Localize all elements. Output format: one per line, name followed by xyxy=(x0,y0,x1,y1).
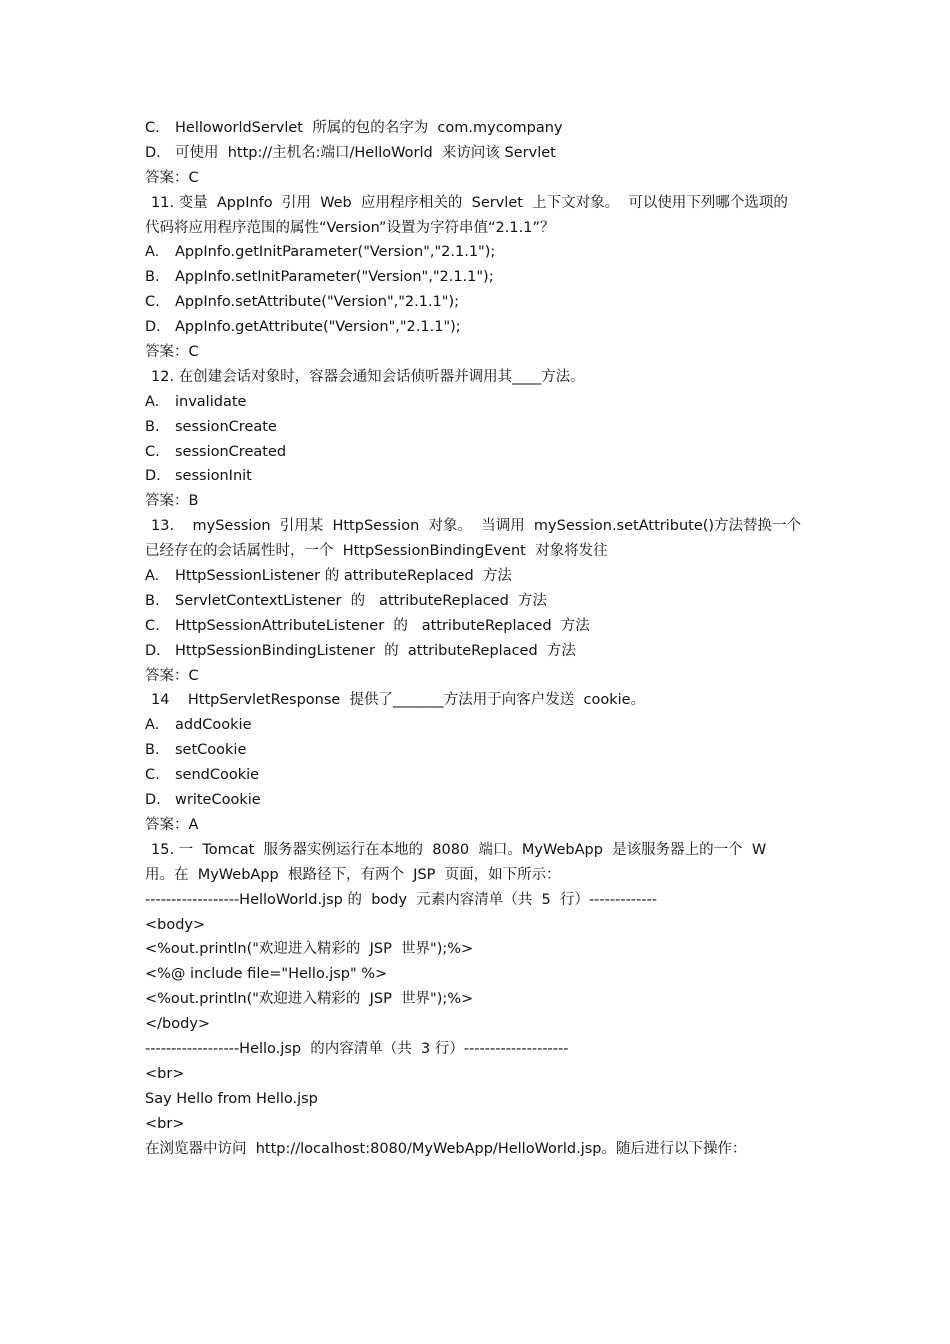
option-line xyxy=(145,738,810,763)
question-text: 12. 在创建会话对象时，容器会通知会话侦听器并调用其____方法。 xyxy=(151,368,585,385)
option-line xyxy=(145,713,810,738)
question-text: 14 HttpServletResponse 提供了_______方法用于向客户发送 cookie。 xyxy=(151,692,646,709)
option-line xyxy=(145,265,810,290)
option-letter: B. xyxy=(145,742,160,759)
option-line xyxy=(145,315,810,340)
text-line: 答案：C xyxy=(145,667,199,684)
text-line: 代码将应用程序范围的属性“Version”设置为字符串值“2.1.1”？ xyxy=(145,219,555,236)
option-line xyxy=(145,589,810,614)
question-line xyxy=(145,838,810,863)
text-line: Say Hello from Hello.jsp xyxy=(145,1090,318,1107)
option-text: HelloworldServlet 所属的包的名字为 com.mycompany xyxy=(175,120,563,136)
option-text: AppInfo.setInitParameter("Version","2.1.1"); xyxy=(175,269,494,286)
option-line xyxy=(145,141,810,166)
option-letter: B. xyxy=(145,592,160,609)
text-line: 答案：B xyxy=(145,493,199,510)
option-letter: C. xyxy=(145,443,160,460)
option-line xyxy=(145,390,810,415)
text-line: <body> xyxy=(145,916,206,933)
option-line xyxy=(145,290,810,315)
option-text: sessionCreated xyxy=(175,443,287,460)
option-text: sessionCreate xyxy=(175,418,277,435)
option-letter: D. xyxy=(145,792,161,809)
option-line xyxy=(145,564,810,589)
option-letter: A. xyxy=(145,244,160,261)
text-line: ------------------Hello.jsp 的内容清单（共 3 行）-------------------- xyxy=(145,1040,569,1057)
text-line: 用。在 MyWebApp 根路径下，有两个 JSP 页面，如下所示： xyxy=(145,866,561,883)
option-line xyxy=(145,440,810,465)
option-line xyxy=(145,788,810,813)
text-line: 答案：C xyxy=(145,344,199,361)
option-text: setCookie xyxy=(175,742,247,759)
text-line: <br> xyxy=(145,1115,185,1132)
text-line: 已经存在的会话属性时，一个 HttpSessionBindingEvent 对象将发往 xyxy=(145,543,608,560)
option-letter: D. xyxy=(145,642,161,659)
option-letter: D. xyxy=(145,319,161,336)
option-text: AppInfo.getAttribute("Version","2.1.1"); xyxy=(175,319,461,336)
option-letter: C. xyxy=(145,617,160,634)
text-line: 答案：A xyxy=(145,816,199,833)
text-line: <br> xyxy=(145,1065,185,1082)
option-letter: D. xyxy=(145,144,161,161)
text-line: 在浏览器中访问 http://localhost:8080/MyWebApp/HelloWorld.jsp。随后进行以下操作： xyxy=(145,1140,747,1157)
option-text: HttpSessionListener 的 attributeReplaced 方法 xyxy=(175,568,512,585)
option-text: sessionInit xyxy=(175,468,252,485)
option-text: invalidate xyxy=(175,393,247,410)
option-line xyxy=(145,116,810,141)
option-text: writeCookie xyxy=(175,792,261,809)
option-line xyxy=(145,639,810,664)
option-text: addCookie xyxy=(175,717,252,734)
option-letter: A. xyxy=(145,393,160,410)
option-line xyxy=(145,614,810,639)
text-line: <%@ include file="Hello.jsp" %> xyxy=(145,966,388,983)
option-line xyxy=(145,464,810,489)
option-letter: D. xyxy=(145,468,161,485)
option-line xyxy=(145,763,810,788)
question-text: 15. 一 Tomcat 服务器实例运行在本地的 8080 端口。MyWebApp 是该服务器上的一个 W xyxy=(151,841,767,858)
option-text: HttpSessionAttributeListener 的 attributeReplaced 方法 xyxy=(175,617,590,634)
text-line: ------------------HelloWorld.jsp 的 body 元素内容清单（共 5 行）------------- xyxy=(145,891,657,908)
option-text: ServletContextListener 的 attributeReplaced 方法 xyxy=(175,592,548,609)
option-letter: C. xyxy=(145,120,160,136)
option-letter: B. xyxy=(145,418,160,435)
question-line xyxy=(145,191,810,216)
text-line: 答案：C xyxy=(145,169,199,186)
option-letter: B. xyxy=(145,269,160,286)
option-text: HttpSessionBindingListener 的 attributeReplaced 方法 xyxy=(175,642,576,659)
option-line xyxy=(145,415,810,440)
question-text: 13. mySession 引用某 HttpSession 对象。 当调用 mySession.setAttribute()方法替换一个 xyxy=(151,518,802,535)
document-body xyxy=(145,116,810,1161)
question-line xyxy=(145,688,810,713)
option-text: AppInfo.setAttribute("Version","2.1.1"); xyxy=(175,294,460,311)
option-text: 可使用 http://主机名:端口/HelloWorld 来访问该 Servlet xyxy=(175,144,556,161)
text-line: <%out.println("欢迎进入精彩的 JSP 世界");%> xyxy=(145,941,474,958)
question-line xyxy=(145,365,810,390)
text-line: </body> xyxy=(145,1016,211,1033)
option-text: sendCookie xyxy=(175,767,260,784)
option-letter: A. xyxy=(145,717,160,734)
option-letter: C. xyxy=(145,294,160,311)
option-line xyxy=(145,240,810,265)
text-line: <%out.println("欢迎进入精彩的 JSP 世界");%> xyxy=(145,991,474,1008)
question-line xyxy=(145,514,810,539)
option-text: AppInfo.getInitParameter("Version","2.1.1"); xyxy=(175,244,496,261)
option-letter: C. xyxy=(145,767,160,784)
option-letter: A. xyxy=(145,568,160,585)
question-text: 11. 变量 AppInfo 引用 Web 应用程序相关的 Servlet 上下文对象。 可以使用下列哪个选项的 xyxy=(151,194,788,211)
